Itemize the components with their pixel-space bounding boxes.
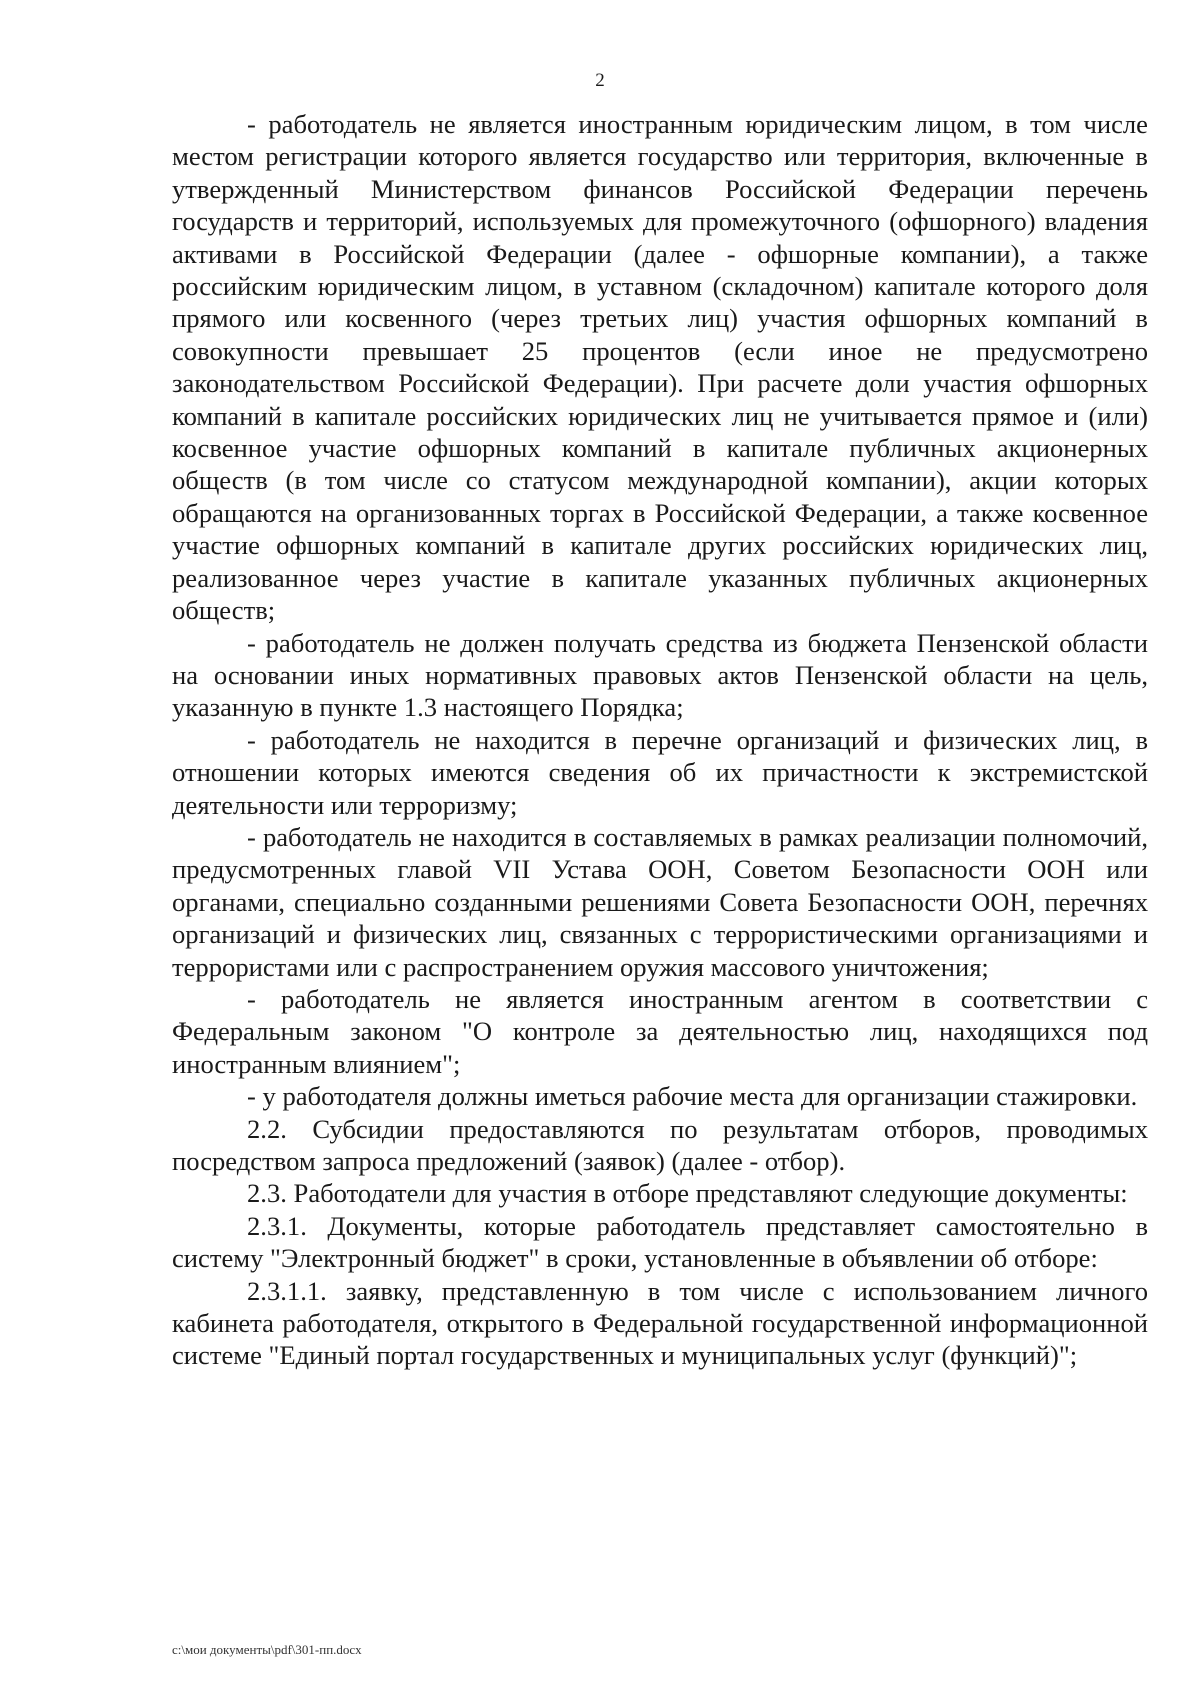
document-body <box>172 108 1148 1372</box>
paragraph-2-2: 2.2. Субсидии предоставляются по результатам отборов, проводимых посредством запроса предложений (заявок) (далее - отбор). <box>172 1113 1148 1176</box>
paragraph-offshore-condition: - работодатель не является иностранным юридическим лицом, в том числе местом регистрации которого является государство или территория, включенные в утвержденный Министерством финансов Российской Федерации перечень государств и территорий, используемых для промежуточного (офшорного) владения активами в Российской Федерации (далее - офшорные компании), а также российским юридическим лицом, в уставном (складочном) капитале которого доля прямого или косвенного (через третьих лиц) участия офшорных компаний в совокупности превышает 25 процентов (если иное не предусмотрено законодательством Российской Федерации). При расчете доли участия офшорных компаний в капитале российских юридических лиц не учитывается прямое и (или) косвенное участие офшорных компаний в капитале публичных акционерных обществ (в том числе со статусом международной компании), акции которых обращаются на организованных торгах в Российской Федерации, а также косвенное участие офшорных компаний в капитале других российских юридических лиц, реализованное через участие в капитале указанных публичных акционерных обществ; <box>172 109 1148 626</box>
page-number: 2 <box>595 70 605 91</box>
paragraph-foreign-agent-condition: - работодатель не является иностранным агентом в соответствии с Федеральным законом "О контроле за деятельностью лиц, находящихся под иностранным влиянием"; <box>172 983 1148 1079</box>
paragraph-2-3-1-1: 2.3.1.1. заявку, представленную в том числе с использованием личного кабинета работодателя, открытого в Федеральной государственной информационной системе "Единый портал государственных и муниципальных услуг (функций)"; <box>172 1275 1148 1371</box>
paragraph-un-list-condition: - работодатель не находится в составляемых в рамках реализации полномочий, предусмотренных главой VII Устава ООН, Советом Безопасности ООН или органами, специально созданными решениями Совета Безопасности ООН, перечнях организаций и физических лиц, связанных с террористическими организациями и террористами или с распространением оружия массового уничтожения; <box>172 821 1148 982</box>
paragraph-2-3-1: 2.3.1. Документы, которые работодатель представляет самостоятельно в систему "Электронный бюджет" в сроки, установленные в объявлении об отборе: <box>172 1210 1148 1274</box>
paragraph-extremism-condition: - работодатель не находится в перечне организаций и физических лиц, в отношении которых имеются сведения об их причастности к экстремистской деятельности или терроризму; <box>172 724 1148 820</box>
paragraph-2-3: 2.3. Работодатели для участия в отборе представляют следующие документы: <box>247 1178 1128 1209</box>
paragraph-workplaces-condition: - у работодателя должны иметься рабочие места для организации стажировки. <box>247 1081 1138 1112</box>
paragraph-budget-condition: - работодатель не должен получать средства из бюджета Пензенской области на основании иных нормативных правовых актов Пензенской области на цель, указанную в пункте 1.3 настоящего Порядка; <box>172 627 1148 723</box>
footer-file-path: c:\мои документы\pdf\301-пп.docx <box>172 1642 362 1657</box>
